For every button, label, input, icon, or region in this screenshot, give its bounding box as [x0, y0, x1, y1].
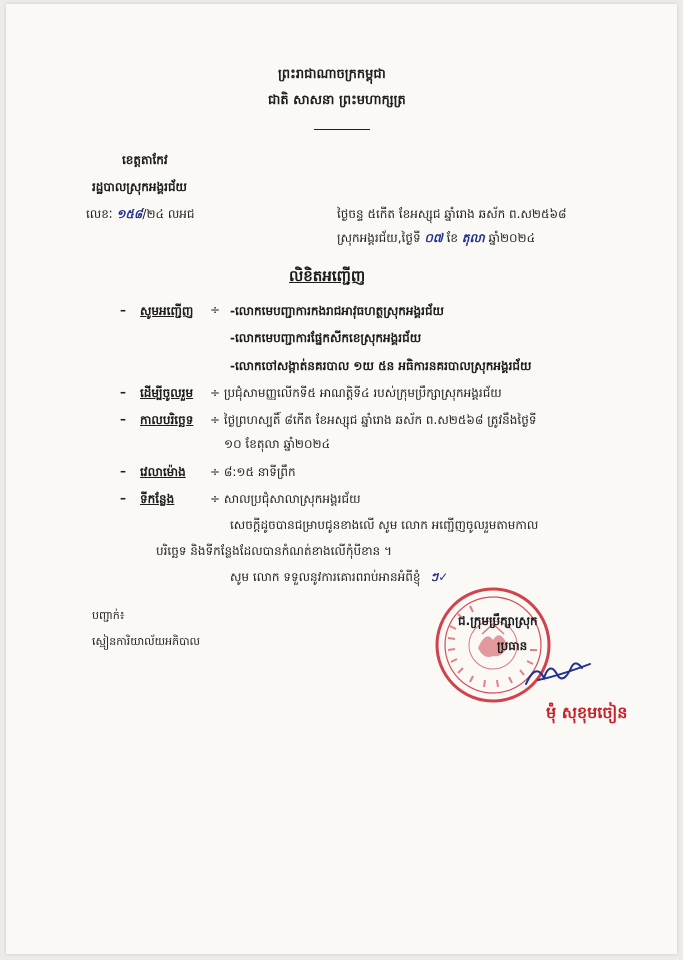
motto-divider [314, 129, 370, 130]
closing-text: សូម លោក ទទួលនូវការគោរពរាប់អានអំពីខ្ញុំ [230, 570, 421, 584]
lunar-date: ថ្ងៃចន្ទ ៥កើត ខែអស្សុជ ឆ្នាំរោង ឆស័ក ព.ស២៥៦៨ [337, 207, 567, 221]
schedule-text-line2: ១០ ខែតុលា ឆ្នាំ២០២៤ [224, 437, 331, 451]
body-paragraph-line2: បរិច្ឆេទ និងទីកន្លែងដែលបានកំណត់ខាងលើកុំបីខាន ។ [156, 544, 392, 558]
invitee-item: -លោកមេបញ្ជាការកងរាជអាវុធហត្ថស្រុកអង្គរជ័យ [230, 304, 444, 318]
signatory-name: ម៉ុំ សុខុមចៀន [546, 703, 628, 722]
reference-number [86, 206, 195, 224]
date-handwritten-day: ០៧ [424, 231, 443, 245]
date-month-prefix: ខែ [446, 231, 458, 245]
date-handwritten-month: តុលា [461, 231, 485, 245]
body-paragraph-line1: សេចក្តីដូចបានជម្រាបជូនខាងលើ សូម លោក អញ្ជើញចូលរួមតាមកាល [230, 518, 539, 532]
bullet-dash: – [120, 464, 126, 478]
schedule-text-line1: ÷ ថ្ងៃព្រហស្បតិ៍ ៨កើត ខែអស្សុជ ឆ្នាំរោង ឆស័ក ព.ស២៥៦៨ ត្រូវនឹងថ្ងៃទី [210, 413, 537, 427]
issuer-administration: រដ្ឋបាលស្រុកអង្គរជ័យ [92, 180, 187, 194]
purpose-label: ដើម្បីចូលរួម [140, 386, 194, 400]
invite-label: សូមអញ្ជើញ [140, 304, 194, 318]
handwritten-signature [518, 654, 598, 694]
closing-line [230, 569, 448, 587]
label-separator: ÷ [210, 303, 221, 317]
schedule-label: កាលបរិច្ឆេទ [140, 413, 194, 427]
place-label: ទីកន្លែង [140, 492, 175, 506]
invitee-item: -លោកចៅសង្កាត់នគរបាល ១យ ៥ន អធិការនគរបាលស្រុកអង្គរជ័យ [230, 359, 532, 373]
motto-heading: ជាតិ សាសនា ព្រះមហាក្សត្រ [268, 93, 406, 108]
kingdom-heading: ព្រះរាជាណាចក្រកម្ពុជា [278, 67, 386, 82]
date-place-prefix: ស្រុកអង្គរជ័យ,ថ្ងៃទី [337, 231, 421, 245]
time-label: វេលាម៉ោង [140, 465, 186, 479]
reference-suffix: /២៤ លអជ [142, 207, 195, 221]
reference-prefix: លេខៈ [86, 207, 113, 221]
issuer-province: ខេត្តតាកែវ [122, 153, 168, 167]
document-title: លិខិតអញ្ជើញ [289, 267, 366, 285]
signature-council-line: ជ.ក្រុមប្រឹក្សាស្រុក [458, 614, 538, 628]
bullet-dash: – [120, 412, 126, 426]
signature-role: ប្រធាន [497, 639, 528, 653]
handwritten-initial-mark: ៗ✓ [430, 570, 449, 584]
bullet-dash: – [120, 303, 126, 317]
invitee-item: -លោកមេបញ្ជាការផ្នែកសីកខេស្រុកអង្គរជ័យ [230, 331, 422, 345]
time-text: ÷ ៨:១៥ នាទីព្រឹក [210, 465, 296, 479]
solar-date [337, 230, 535, 248]
cc-item: ស្មៀនការិយាល័យអភិបាល [92, 635, 201, 648]
bullet-dash: – [120, 491, 126, 505]
bullet-dash: – [120, 385, 126, 399]
document-page [6, 4, 677, 954]
reference-handwritten-number: ១៥៨ [116, 207, 143, 221]
date-year: ឆ្នាំ២០២៤ [488, 231, 536, 245]
purpose-text: ÷ ប្រជុំសាមញ្ញលើកទី៥ អាណត្តិទី៤ របស់ក្រុមប្រឹក្សាស្រុកអង្គរជ័យ [210, 386, 502, 400]
place-text: ÷ សាលប្រជុំសាលាស្រុកអង្គរជ័យ [210, 492, 361, 506]
cc-label: បញ្ជាក់៖ [92, 609, 125, 622]
